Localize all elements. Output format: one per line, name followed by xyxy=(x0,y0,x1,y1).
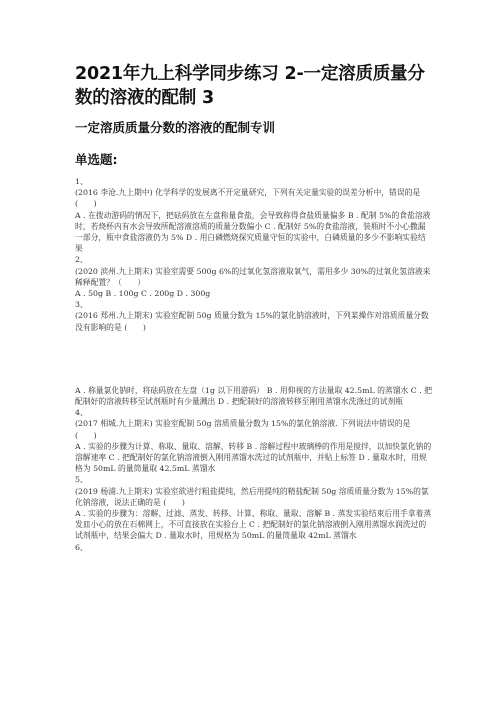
question-stem: (2016 郑州.九上期末) 实验室配制 50g 质量分数为 15%的氯化钠溶液时，下列某操作对溶质质量分数没有影响的是 ( ) xyxy=(75,311,429,332)
question-stem: (2016 李沧.九上期中) 化学科学的发展离不开定量研究，下列有关定量实验的误差分析中，错误的是 ( ) xyxy=(75,188,421,209)
section-heading: 单选题: xyxy=(75,152,118,167)
question-options: A . 在拨动游码的情况下，把砝码放在左盘称量食盐，会导致称得食盐质量偏多 B . 配制 5%的食盐溶液时，若烧杯内有水会导致所配溶液溶质的质量分数偏小 C . 配制好 5%的食盐溶液，装瓶时不小心撒漏一部分，瓶中食盐溶液仍为 5% D . 用白磷燃烧探究质量守恒的实验中，白磷质量的多少不影响实验结果 xyxy=(75,210,431,254)
question-number: 5、 xyxy=(75,475,88,485)
question-6 xyxy=(75,542,433,553)
question-number: 6、 xyxy=(75,542,88,552)
document-subtitle: 一定溶质质量分数的溶液的配制专训 xyxy=(75,120,276,135)
document-page xyxy=(75,62,433,553)
question-2 xyxy=(75,254,433,299)
question-4 xyxy=(75,407,433,474)
question-options: A . 称量氯化钠时，将砝码放在左盘（1g 以下用游码） B . 用仰视的方法量取 42.5mL 的蒸馏水 C . 把配制好的溶液转移至试剂瓶时有少量溅出 D . 把配制好的溶液转移至刚用蒸馏水洗涤过的试剂瓶 xyxy=(75,385,432,407)
question-options: A . 实验的步骤为计算、称取、量取、溶解、转移 B . 溶解过程中玻璃棒的作用是搅拌，以加快氯化钠的溶解速率 C . 把配制好的氯化钠溶液倒入刚用蒸馏水洗过的试剂瓶中，并贴上标签 D . 量取水时，用规格为 50mL 的量筒量取 42.5mL 蒸馏水 xyxy=(75,441,432,474)
question-number: 1、 xyxy=(75,177,88,186)
question-1 xyxy=(75,176,433,254)
question-3-options xyxy=(75,385,433,407)
document-title: 2021年九上科学同步练习 2-一定溶质质量分数的溶液的配制 3 xyxy=(75,64,425,108)
blank-space xyxy=(75,333,433,385)
question-options: A . 实验的步骤为：溶解、过滤、蒸发、转移、计算、称取、量取、溶解 B . 蒸发实验结束后用手拿着蒸发皿小心的放在石棉网上，不可直接放在实验台上 C . 把配制好的氯化钠溶液倒入刚用蒸馏水润洗过的试剂瓶中，结果会偏大 D . 量取水时，用规格为 50mL 的量筒量取 42mL 蒸馏水 xyxy=(75,509,432,541)
question-number: 4、 xyxy=(75,408,88,418)
question-5 xyxy=(75,474,433,541)
question-stem: (2017 相城.九上期末) 实验室配制 50g 溶质质量分数为 15%的氯化钠溶液. 下列说法中错误的是 ( ) xyxy=(75,419,411,440)
question-stem: (2019 杨浦.九上期末) 实验室欲进行粗盐提纯，然后用提纯的精盐配制 50g 溶质质量分数为 15%的氯化钠溶液，说法正确的是 ( ) xyxy=(75,486,429,507)
question-stem: (2020 滨州.九上期末) 实验室需要 500g 6%的过氧化氢溶液取氧气，需用多少 30%的过氧化氢溶液来稀释配置？（ ） xyxy=(75,266,431,287)
question-number: 3、 xyxy=(75,300,88,310)
question-number: 2、 xyxy=(75,255,88,265)
question-3 xyxy=(75,299,433,333)
question-options: A . 50g B . 100g C . 200g D . 300g xyxy=(75,289,211,299)
